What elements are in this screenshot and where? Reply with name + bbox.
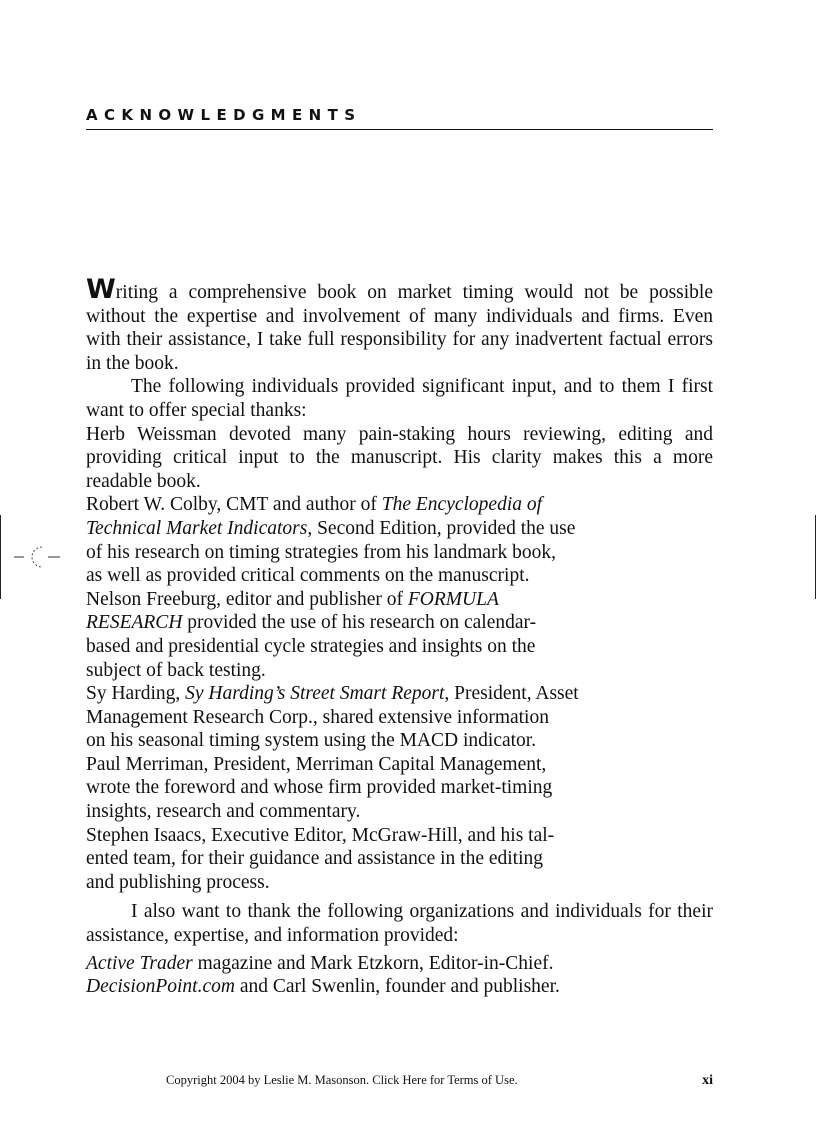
page-number: xi (702, 1073, 713, 1088)
merriman-line1: Paul Merriman, President, Merriman Capital Management, (86, 753, 547, 775)
intro-text: riting a comprehensive book on market timing would not be possible without the expertise and involvement of many individuals and firms. Even with their assistance, I take full responsibility for any inadvertent factual errors in the book. (86, 282, 713, 374)
harding-line1-before: Sy Harding, (86, 683, 186, 705)
copyright-link[interactable]: Copyright 2004 by Leslie M. Masonson. Click Here for Terms of Use. (166, 1073, 518, 1087)
entry-harding (86, 682, 713, 753)
entry-weissman: Herb Weissman devoted many pain-staking hours reviewing, editing and providing critical input to the manuscript. His clarity makes this a more readable book. (86, 423, 713, 492)
entry-colby (86, 493, 713, 587)
organizations-paragraph: I also want to thank the following organizations and individuals for their assistance, expertise, and information provided: (86, 901, 713, 947)
freeburg-line1-before: Nelson Freeburg, editor and publisher of (86, 588, 408, 610)
intro-paragraph (86, 274, 713, 375)
isaacs-line1: Stephen Isaacs, Executive Editor, McGraw-Hill, and his tal- (86, 824, 555, 846)
merriman-line2: wrote the foreword and whose firm provided market-timing (86, 777, 553, 799)
entry-isaacs (86, 824, 713, 895)
harding-title: Sy Harding’s Street Smart Report (185, 683, 445, 705)
freeburg-line2-rest: provided the use of his research on calendar- (182, 612, 537, 634)
harding-line3: on his seasonal timing system using the MACD indicator. (86, 730, 537, 752)
left-margin-mark (0, 515, 1, 599)
entry-merriman (86, 753, 713, 824)
harding-line1-after: , President, Asset (444, 683, 579, 705)
merriman-line3: insights, research and commentary. (86, 801, 361, 823)
colby-title-part2: Technical Market Indicators (86, 517, 308, 539)
freeburg-line3: based and presidential cycle strategies and insights on the (86, 635, 536, 657)
drop-cap: W (86, 274, 116, 305)
harding-line2: Management Research Corp., shared extensive information (86, 706, 549, 728)
org-active-trader (86, 952, 713, 976)
entry-freeburg (86, 588, 713, 682)
active-trader-rest: magazine and Mark Etzkorn, Editor-in-Chief. (192, 952, 554, 974)
isaacs-line2: ented team, for their guidance and assistance in the editing (86, 848, 544, 870)
decisionpoint-title: DecisionPoint.com (86, 976, 235, 998)
freeburg-line4: subject of back testing. (86, 659, 266, 681)
colby-title-part1: The Encyclopedia of (381, 494, 543, 516)
org-decisionpoint (86, 975, 713, 999)
special-thanks-paragraph: The following individuals provided significant input, and to them I first want to offer special thanks: (86, 376, 713, 421)
isaacs-line3: and publishing process. (86, 871, 270, 893)
registration-mark-icon (14, 540, 64, 574)
colby-line2-rest: , Second Edition, provided the use (307, 517, 576, 539)
colby-line3: of his research on timing strategies from his landmark book, (86, 541, 557, 563)
colby-before: Robert W. Colby, CMT and author of (86, 494, 382, 516)
active-trader-title: Active Trader (86, 952, 193, 974)
decisionpoint-rest: and Carl Swenlin, founder and publisher. (234, 976, 560, 998)
acknowledgments-body (86, 274, 713, 999)
freeburg-title-part2: RESEARCH (86, 612, 183, 634)
freeburg-title-part1: FORMULA (407, 588, 499, 610)
colby-line4: as well as provided critical comments on the manuscript. (86, 565, 530, 587)
chapter-heading: ACKNOWLEDGMENTS (86, 106, 713, 130)
